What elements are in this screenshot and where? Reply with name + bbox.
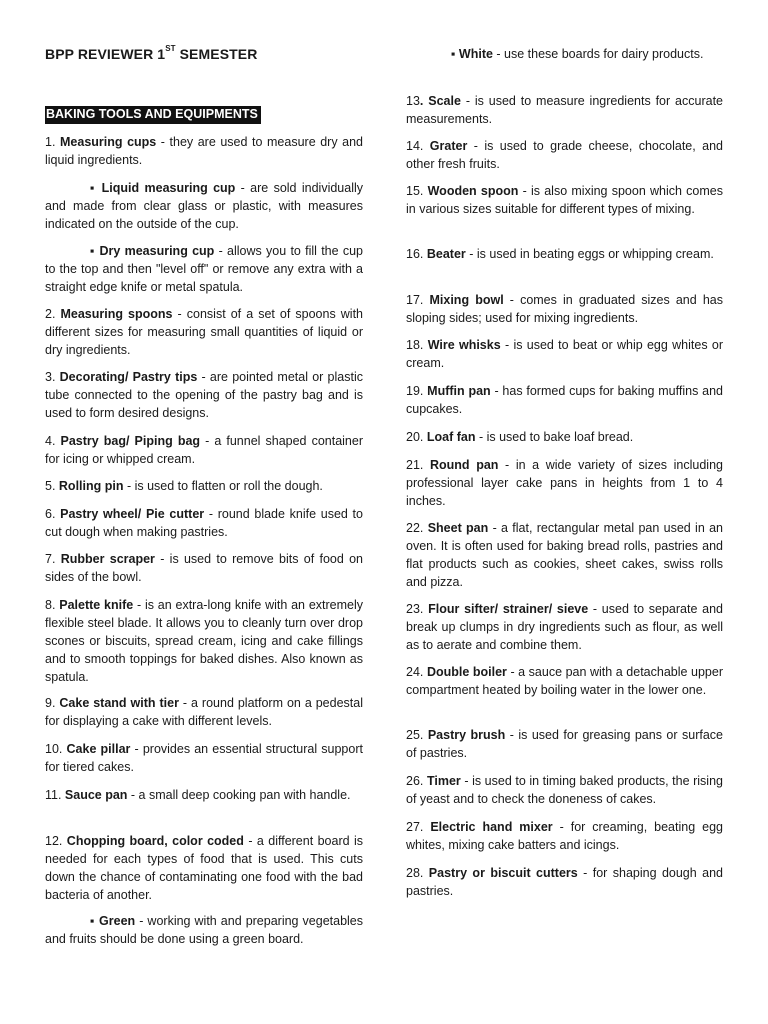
item-description: - is used to grade cheese, chocolate, and other fresh fruits. (406, 139, 723, 171)
list-item (45, 477, 363, 495)
item-number: 16. (406, 247, 427, 261)
item-description: - allows you to fill the cup to the top and then "level off" or remove any extra with a straight edge knife or metal spatula. (45, 244, 364, 294)
item-number: ▪ (90, 914, 100, 928)
item-number: 27. (406, 820, 431, 834)
list-item (406, 519, 723, 591)
list-item (45, 368, 363, 422)
item-number: ▪ (90, 181, 102, 195)
item-term: Beater (426, 247, 466, 261)
item-number: 13 (406, 94, 420, 108)
list-item (406, 772, 723, 808)
item-term: Mixing bowl (429, 293, 504, 307)
list-item (45, 505, 363, 541)
list-item (45, 550, 363, 586)
title-text-suffix: SEMESTER (175, 46, 258, 62)
list-subitem (45, 179, 363, 233)
item-term: Pastry or biscuit cutters (428, 866, 578, 880)
item-description: - round blade knife used to cut dough when making pastries. (45, 507, 363, 539)
list-subitem (406, 45, 723, 63)
item-description: - is used to measure ingredients for accurate measurements. (406, 94, 723, 126)
item-description: - is used in beating eggs or whipping cream. (465, 247, 714, 261)
item-description: - provides an essential structural support for tiered cakes. (45, 742, 363, 774)
item-number: 4. (45, 434, 61, 448)
item-description: - a different board is needed for each types of food that is used. This cuts down the chance of contaminating one food with the bad bacteria of another. (45, 834, 363, 902)
item-number: 8. (45, 598, 60, 612)
item-number: 14. (406, 139, 430, 153)
item-description: - use these boards for dairy products. (492, 47, 704, 61)
item-description: - is also mixing spoon which comes in various sizes suitable for different types of mixing. (406, 184, 723, 216)
item-number: 6. (45, 507, 61, 521)
item-number: 15. (406, 184, 428, 198)
item-description: - a sauce pan with a detachable upper compartment heated by boiling water in the lower one. (406, 665, 723, 697)
item-description: - a round platform on a pedestal for displaying a cake with different levels. (45, 696, 363, 728)
list-subitem (45, 912, 363, 948)
item-description: - for shaping dough and pastries. (406, 866, 723, 898)
item-term: Measuring cups (60, 135, 157, 149)
list-item (406, 245, 723, 263)
item-number: 22. (406, 521, 428, 535)
item-number: 26. (406, 774, 427, 788)
list-subitem (45, 242, 363, 296)
list-item (45, 786, 363, 804)
list-item (406, 663, 723, 699)
item-term: Electric hand mixer (430, 820, 553, 834)
item-description: - is used to flatten or roll the dough. (123, 479, 323, 493)
item-number: 25. (406, 728, 428, 742)
item-term: Rubber scraper (60, 552, 155, 566)
list-item (406, 818, 723, 854)
item-term: Cake pillar (66, 742, 131, 756)
item-term: Sauce pan (64, 788, 128, 802)
item-number: 9. (45, 696, 60, 710)
item-description: - a small deep cooking pan with handle. (127, 788, 351, 802)
item-term: Wire whisks (427, 338, 501, 352)
item-number: ▪ (90, 244, 100, 258)
item-description: - in a wide variety of sizes including professional layer cake pans in heights from 1 to 4 inches. (406, 458, 723, 508)
item-description: - is used to in timing baked products, the rising of yeast and to check the doneness of cakes. (406, 774, 723, 806)
item-term: Liquid measuring cup (101, 181, 236, 195)
list-item (45, 740, 363, 776)
item-term: Grater (429, 139, 468, 153)
list-item (406, 182, 723, 218)
list-item (406, 291, 723, 327)
item-description: - has formed cups for baking muffins and cupcakes. (406, 384, 723, 416)
item-description: - used to separate and break up clumps in dry ingredients such as flour, as well as to aerate and combine them. (406, 602, 724, 652)
item-number: 17. (406, 293, 430, 307)
item-term: Pastry wheel/ Pie cutter (60, 507, 205, 521)
item-term: Timer (426, 774, 461, 788)
item-description: - is used for greasing pans or surface of pastries. (406, 728, 723, 760)
item-description: - is used to beat or whip egg whites or cream. (406, 338, 723, 370)
item-number: 7. (45, 552, 61, 566)
list-item (406, 92, 723, 128)
item-term: . Scale (419, 94, 461, 108)
item-term: Sheet pan (427, 521, 489, 535)
item-number: 20. (406, 430, 427, 444)
item-number: 12. (45, 834, 67, 848)
item-term: Round pan (430, 458, 499, 472)
item-term: Pastry brush (427, 728, 506, 742)
item-number: 10. (45, 742, 67, 756)
item-description: - they are used to measure dry and liquid ingredients. (45, 135, 363, 167)
title-text: BPP REVIEWER 1 (45, 46, 166, 62)
item-term: Measuring spoons (60, 307, 173, 321)
item-number: 21. (406, 458, 430, 472)
title-superscript: ST (165, 44, 176, 54)
item-term: Palette knife (59, 598, 134, 612)
list-item (45, 694, 363, 730)
item-description: - are sold individually and made from clear glass or plastic, with measures indicated on the outside of the cup. (45, 181, 364, 231)
item-term: Wooden spoon (427, 184, 519, 198)
item-number: 2. (45, 307, 61, 321)
list-item (406, 428, 723, 446)
list-item (406, 600, 723, 654)
item-term: Flour sifter/ strainer/ sieve (428, 602, 589, 616)
document-title (45, 46, 257, 62)
item-description: - is used to bake loaf bread. (475, 430, 634, 444)
item-number: 18. (406, 338, 428, 352)
item-term: Decorating/ Pastry tips (59, 370, 198, 384)
item-number: 24. (406, 665, 427, 679)
item-number: 19. (406, 384, 428, 398)
list-item (406, 456, 723, 510)
item-term: Green (99, 914, 136, 928)
list-item (406, 336, 723, 372)
item-term: Loaf fan (426, 430, 476, 444)
item-description: - a flat, rectangular metal pan used in an oven. It is often used for baking bread rolls, pastries and flat products such as cookies, sheet cakes, swiss rolls and pizza. (406, 521, 723, 589)
item-description: - is used to remove bits of food on sides of the bowl. (45, 552, 363, 584)
list-item (406, 864, 723, 900)
list-item (45, 432, 363, 468)
item-number: 3. (45, 370, 60, 384)
section-heading: BAKING TOOLS AND EQUIPMENTS (45, 106, 261, 124)
item-number: 5. (45, 479, 59, 493)
item-term: Muffin pan (427, 384, 491, 398)
item-description: - is an extra-long knife with an extremely flexible steel blade. It allows you to cleanly turn over drop scones or biscuits, spread cream, icing and cake fillings and to smooth toppings for baked dishes. Also known as spatula. (45, 598, 363, 684)
item-term: Pastry bag/ Piping bag (60, 434, 201, 448)
item-term: White (458, 47, 493, 61)
item-term: Dry measuring cup (99, 244, 215, 258)
item-description: - are pointed metal or plastic tube connected to the opening of the pastry bag and is used to form desired designs. (45, 370, 363, 420)
list-item (45, 596, 363, 686)
list-item (45, 832, 363, 904)
list-item (406, 726, 723, 762)
item-term: Rolling pin (58, 479, 124, 493)
item-number: ▪ (451, 47, 459, 61)
item-term: Double boiler (426, 665, 507, 679)
list-item (45, 133, 363, 169)
item-description: - working with and preparing vegetables and fruits should be done using a green board. (45, 914, 364, 946)
item-description: - for creaming, beating egg whites, mixing cake batters and icings. (406, 820, 723, 852)
item-description: - a funnel shaped container for icing or whipped cream. (45, 434, 364, 466)
item-number: 1. (45, 135, 60, 149)
item-description: - comes in graduated sizes and has sloping sides; used for mixing ingredients. (406, 293, 723, 325)
item-term: Chopping board, color coded (66, 834, 244, 848)
item-term: Cake stand with tier (59, 696, 179, 710)
list-item (406, 382, 723, 418)
item-number: 23. (406, 602, 429, 616)
item-description: - consist of a set of spoons with different sizes for measuring small quantities of liquid or dry ingredients. (45, 307, 363, 357)
item-number: 11. (45, 788, 65, 802)
list-item (45, 305, 363, 359)
list-item (406, 137, 723, 173)
item-number: 28. (406, 866, 429, 880)
